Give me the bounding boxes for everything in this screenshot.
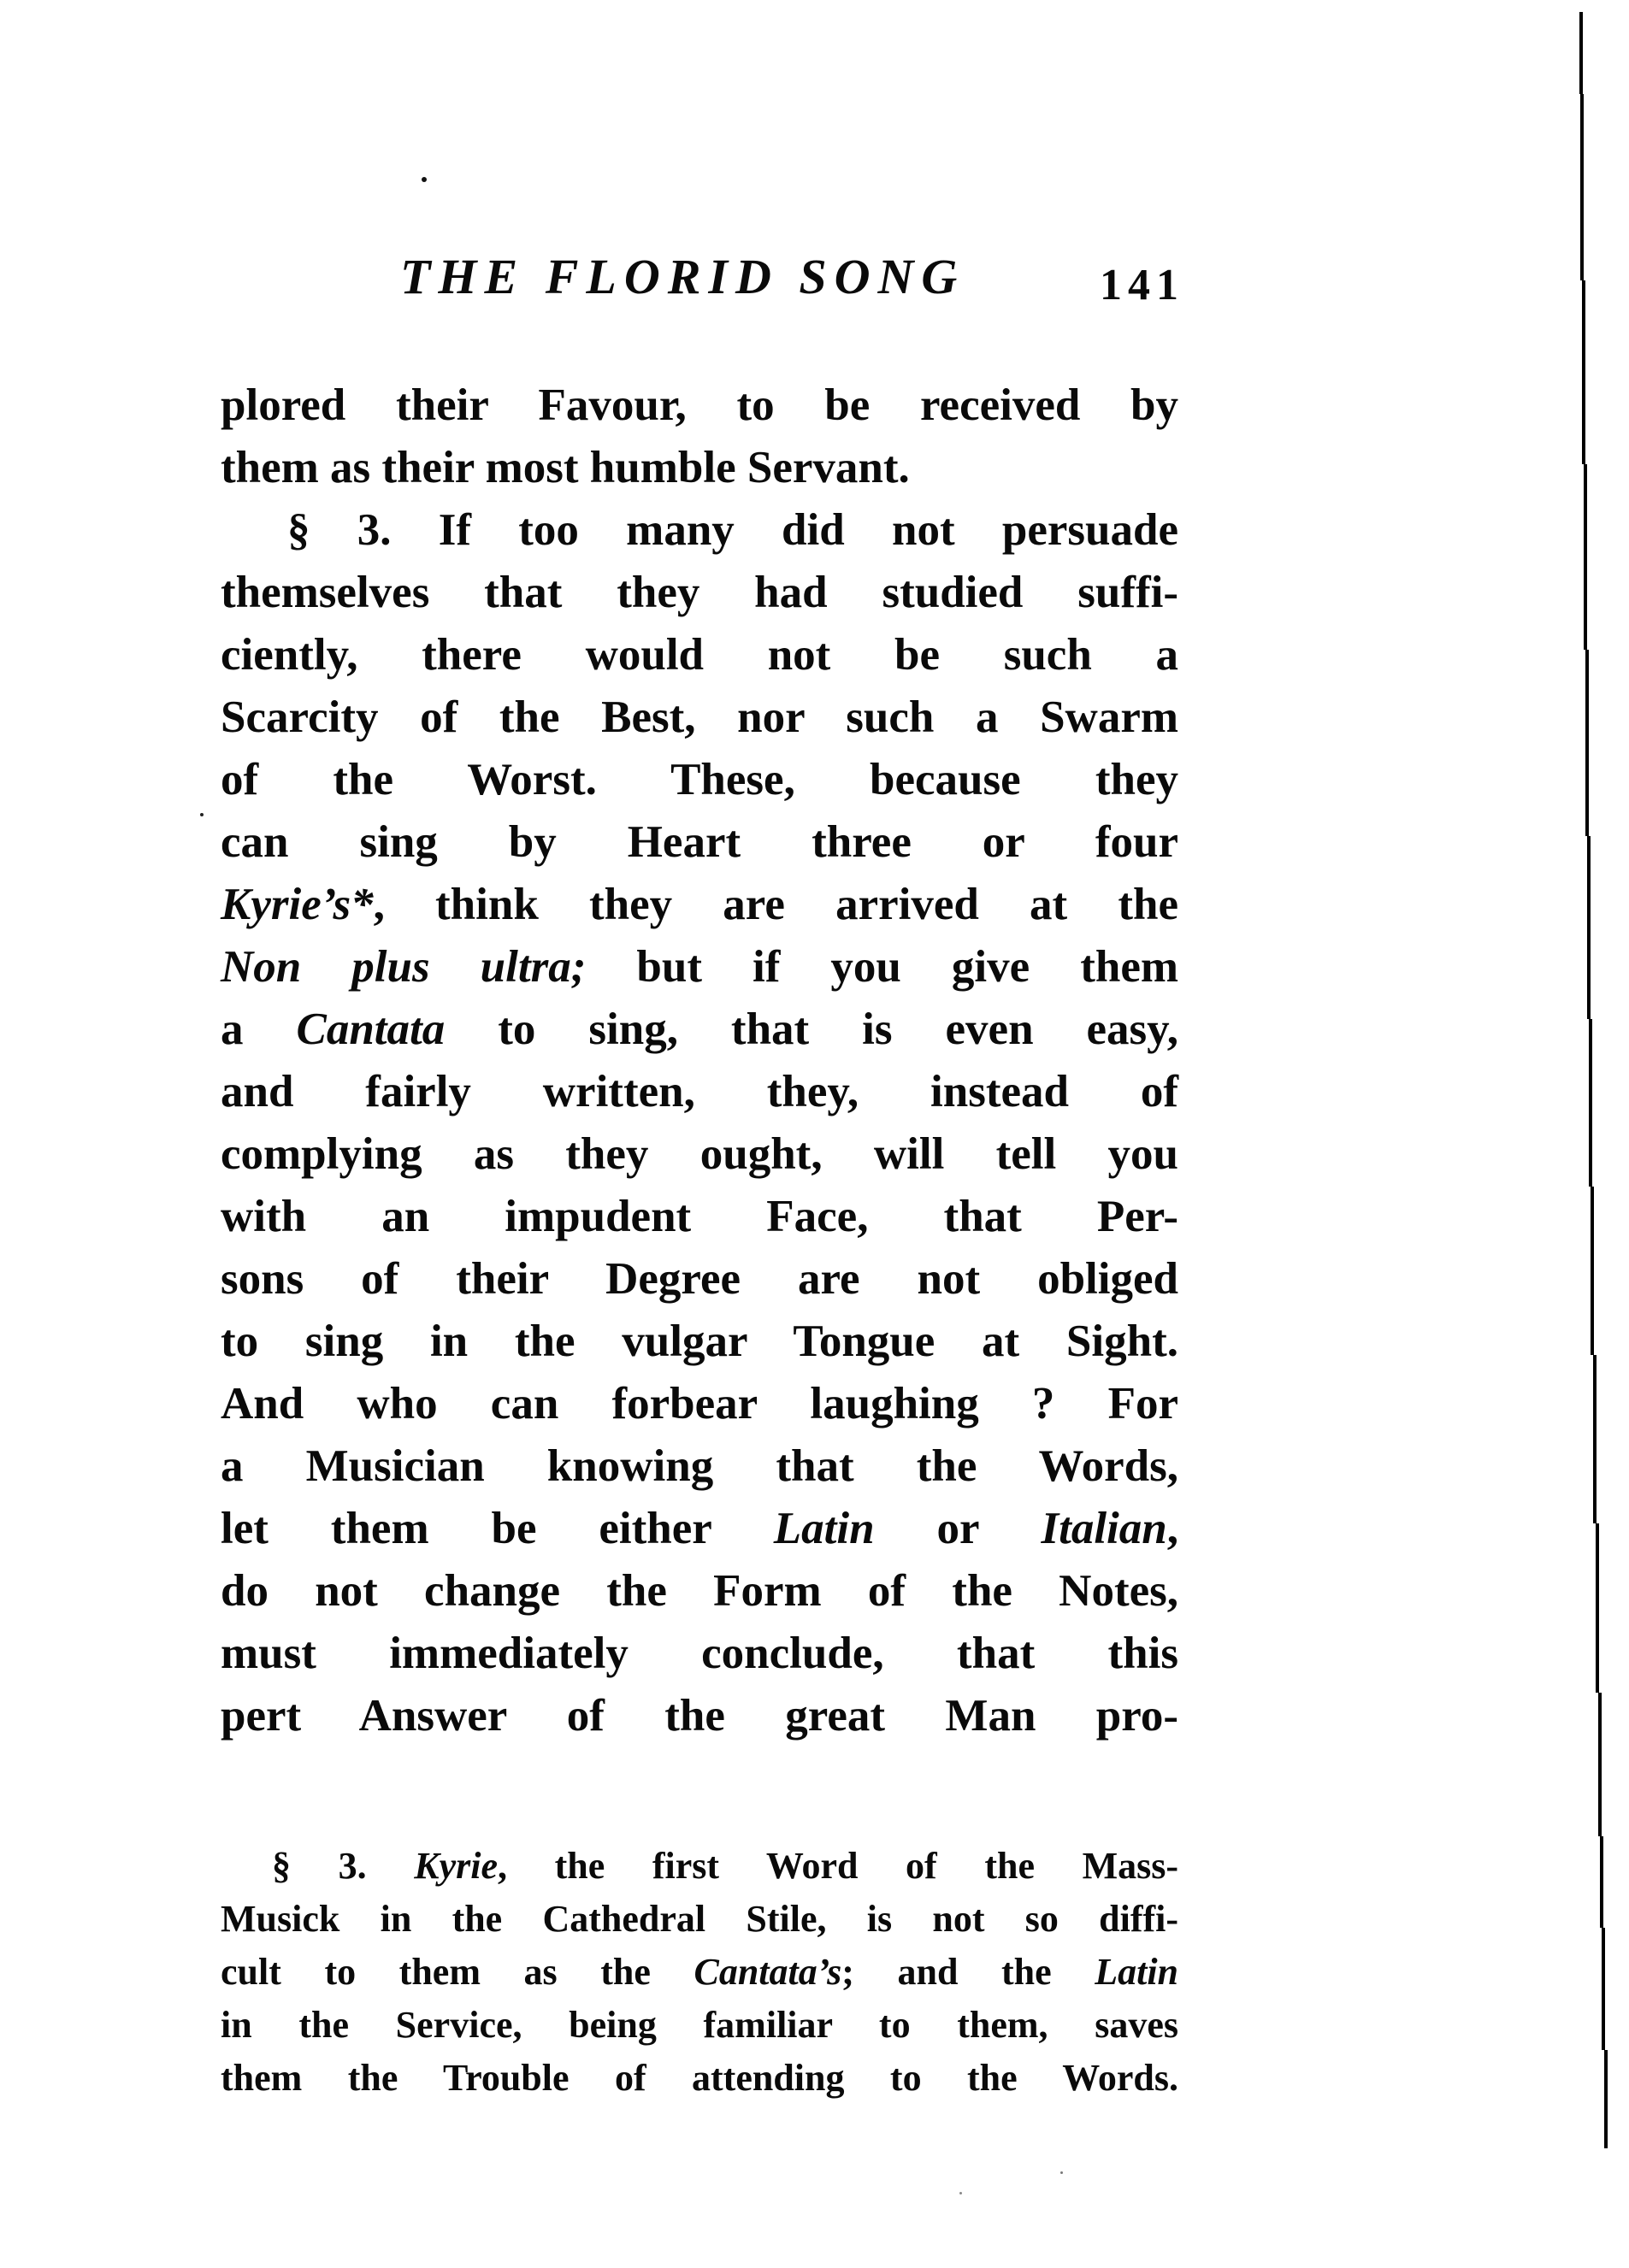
text-line: [221, 686, 1178, 749]
text-segment: § 3. If too many did not persuade: [287, 505, 1178, 555]
text-segment: pert Answer of the great Man pro-: [221, 1691, 1178, 1741]
text-segment: sons of their Degree are not obliged: [221, 1254, 1178, 1304]
text-segment: a Musician knowing that the Words,: [221, 1441, 1178, 1491]
text-line: [221, 936, 1178, 999]
text-line: [221, 624, 1178, 686]
text-line: [221, 1999, 1178, 2052]
text-segment: to sing, that is even easy,: [445, 1004, 1178, 1054]
text-segment: or: [874, 1504, 1042, 1553]
running-header-title: THE FLORID SONG: [400, 249, 965, 304]
text-segment: Musick in the Cathedral Stile, is not so diffi-: [221, 1898, 1178, 1940]
text-line: [221, 1840, 1178, 1893]
italic-text-segment: Kyrie: [414, 1845, 498, 1887]
scan-speck: [959, 2192, 962, 2194]
text-line: [221, 2052, 1178, 2105]
text-line: [221, 1311, 1178, 1373]
text-segment: , think they are arrived at the: [373, 880, 1178, 929]
text-segment: of the Worst. These, because they: [221, 755, 1178, 804]
text-segment: but if you give them: [586, 942, 1178, 992]
text-line: [221, 562, 1178, 624]
text-segment: And who can forbear laughing ? For: [221, 1379, 1178, 1429]
text-segment: Scarcity of the Best, nor such a Swarm: [221, 692, 1178, 742]
text-line: [221, 1373, 1178, 1435]
italic-text-segment: Latin: [773, 1504, 875, 1553]
italic-text-segment: Italian: [1041, 1504, 1167, 1553]
italic-text-segment: Cantata: [296, 1004, 446, 1054]
page-number: 141: [1100, 261, 1184, 309]
italic-text-segment: Latin: [1095, 1951, 1179, 1993]
italic-text-segment: Kyrie’s*: [221, 880, 374, 929]
text-line: [221, 1498, 1178, 1560]
text-segment: ciently, there would not be such a: [221, 630, 1178, 680]
text-line: [221, 374, 1178, 437]
text-line: [221, 1685, 1178, 1747]
text-line: [221, 1123, 1178, 1186]
text-segment: complying as they ought, will tell you: [221, 1129, 1178, 1179]
text-segment: do not change the Form of the Notes,: [221, 1566, 1178, 1616]
text-segment: a: [221, 1004, 297, 1054]
text-segment: plored their Favour, to be received by: [221, 380, 1178, 430]
text-line: [221, 749, 1178, 811]
scan-speck: [200, 813, 204, 816]
text-line: [221, 1061, 1178, 1123]
text-segment: ,: [1166, 1504, 1178, 1553]
text-line: [221, 999, 1178, 1061]
text-line: [221, 1435, 1178, 1498]
text-segment: can sing by Heart three or four: [221, 817, 1178, 867]
text-line: [221, 1623, 1178, 1685]
text-segment: them as their most humble Servant.: [221, 443, 910, 492]
text-segment: themselves that they had studied suffi-: [221, 568, 1178, 617]
italic-text-segment: Cantata’s: [694, 1951, 842, 1993]
text-line: [221, 1248, 1178, 1311]
text-segment: must immediately conclude, that this: [221, 1629, 1178, 1678]
text-segment: ; and the: [841, 1951, 1095, 1993]
text-segment: and fairly written, they, instead of: [221, 1067, 1178, 1116]
text-line: [221, 811, 1178, 874]
text-line: [221, 1946, 1178, 1999]
text-segment: in the Service, being familiar to them, saves: [221, 2004, 1178, 2046]
scan-speck: [422, 177, 427, 182]
text-segment: , the first Word of the Mass-: [498, 1845, 1179, 1887]
text-segment: let them be either: [221, 1504, 774, 1553]
text-line: [221, 1560, 1178, 1623]
text-line: [221, 874, 1178, 936]
text-line: [221, 437, 1178, 499]
text-segment: cult to them as the: [221, 1951, 694, 1993]
body-text-block: [221, 374, 1178, 1747]
footnote-block: [221, 1840, 1178, 2105]
text-segment: with an impudent Face, that Per-: [221, 1192, 1178, 1241]
italic-text-segment: Non plus ultra;: [221, 942, 587, 992]
text-line: [221, 1893, 1178, 1946]
text-segment: them the Trouble of attending to the Words.: [221, 2057, 1178, 2099]
text-segment: to sing in the vulgar Tongue at Sight.: [221, 1317, 1178, 1366]
text-line: [221, 1186, 1178, 1248]
scan-speck: [1060, 2171, 1063, 2174]
text-line: [221, 499, 1178, 562]
text-segment: § 3.: [272, 1845, 415, 1887]
